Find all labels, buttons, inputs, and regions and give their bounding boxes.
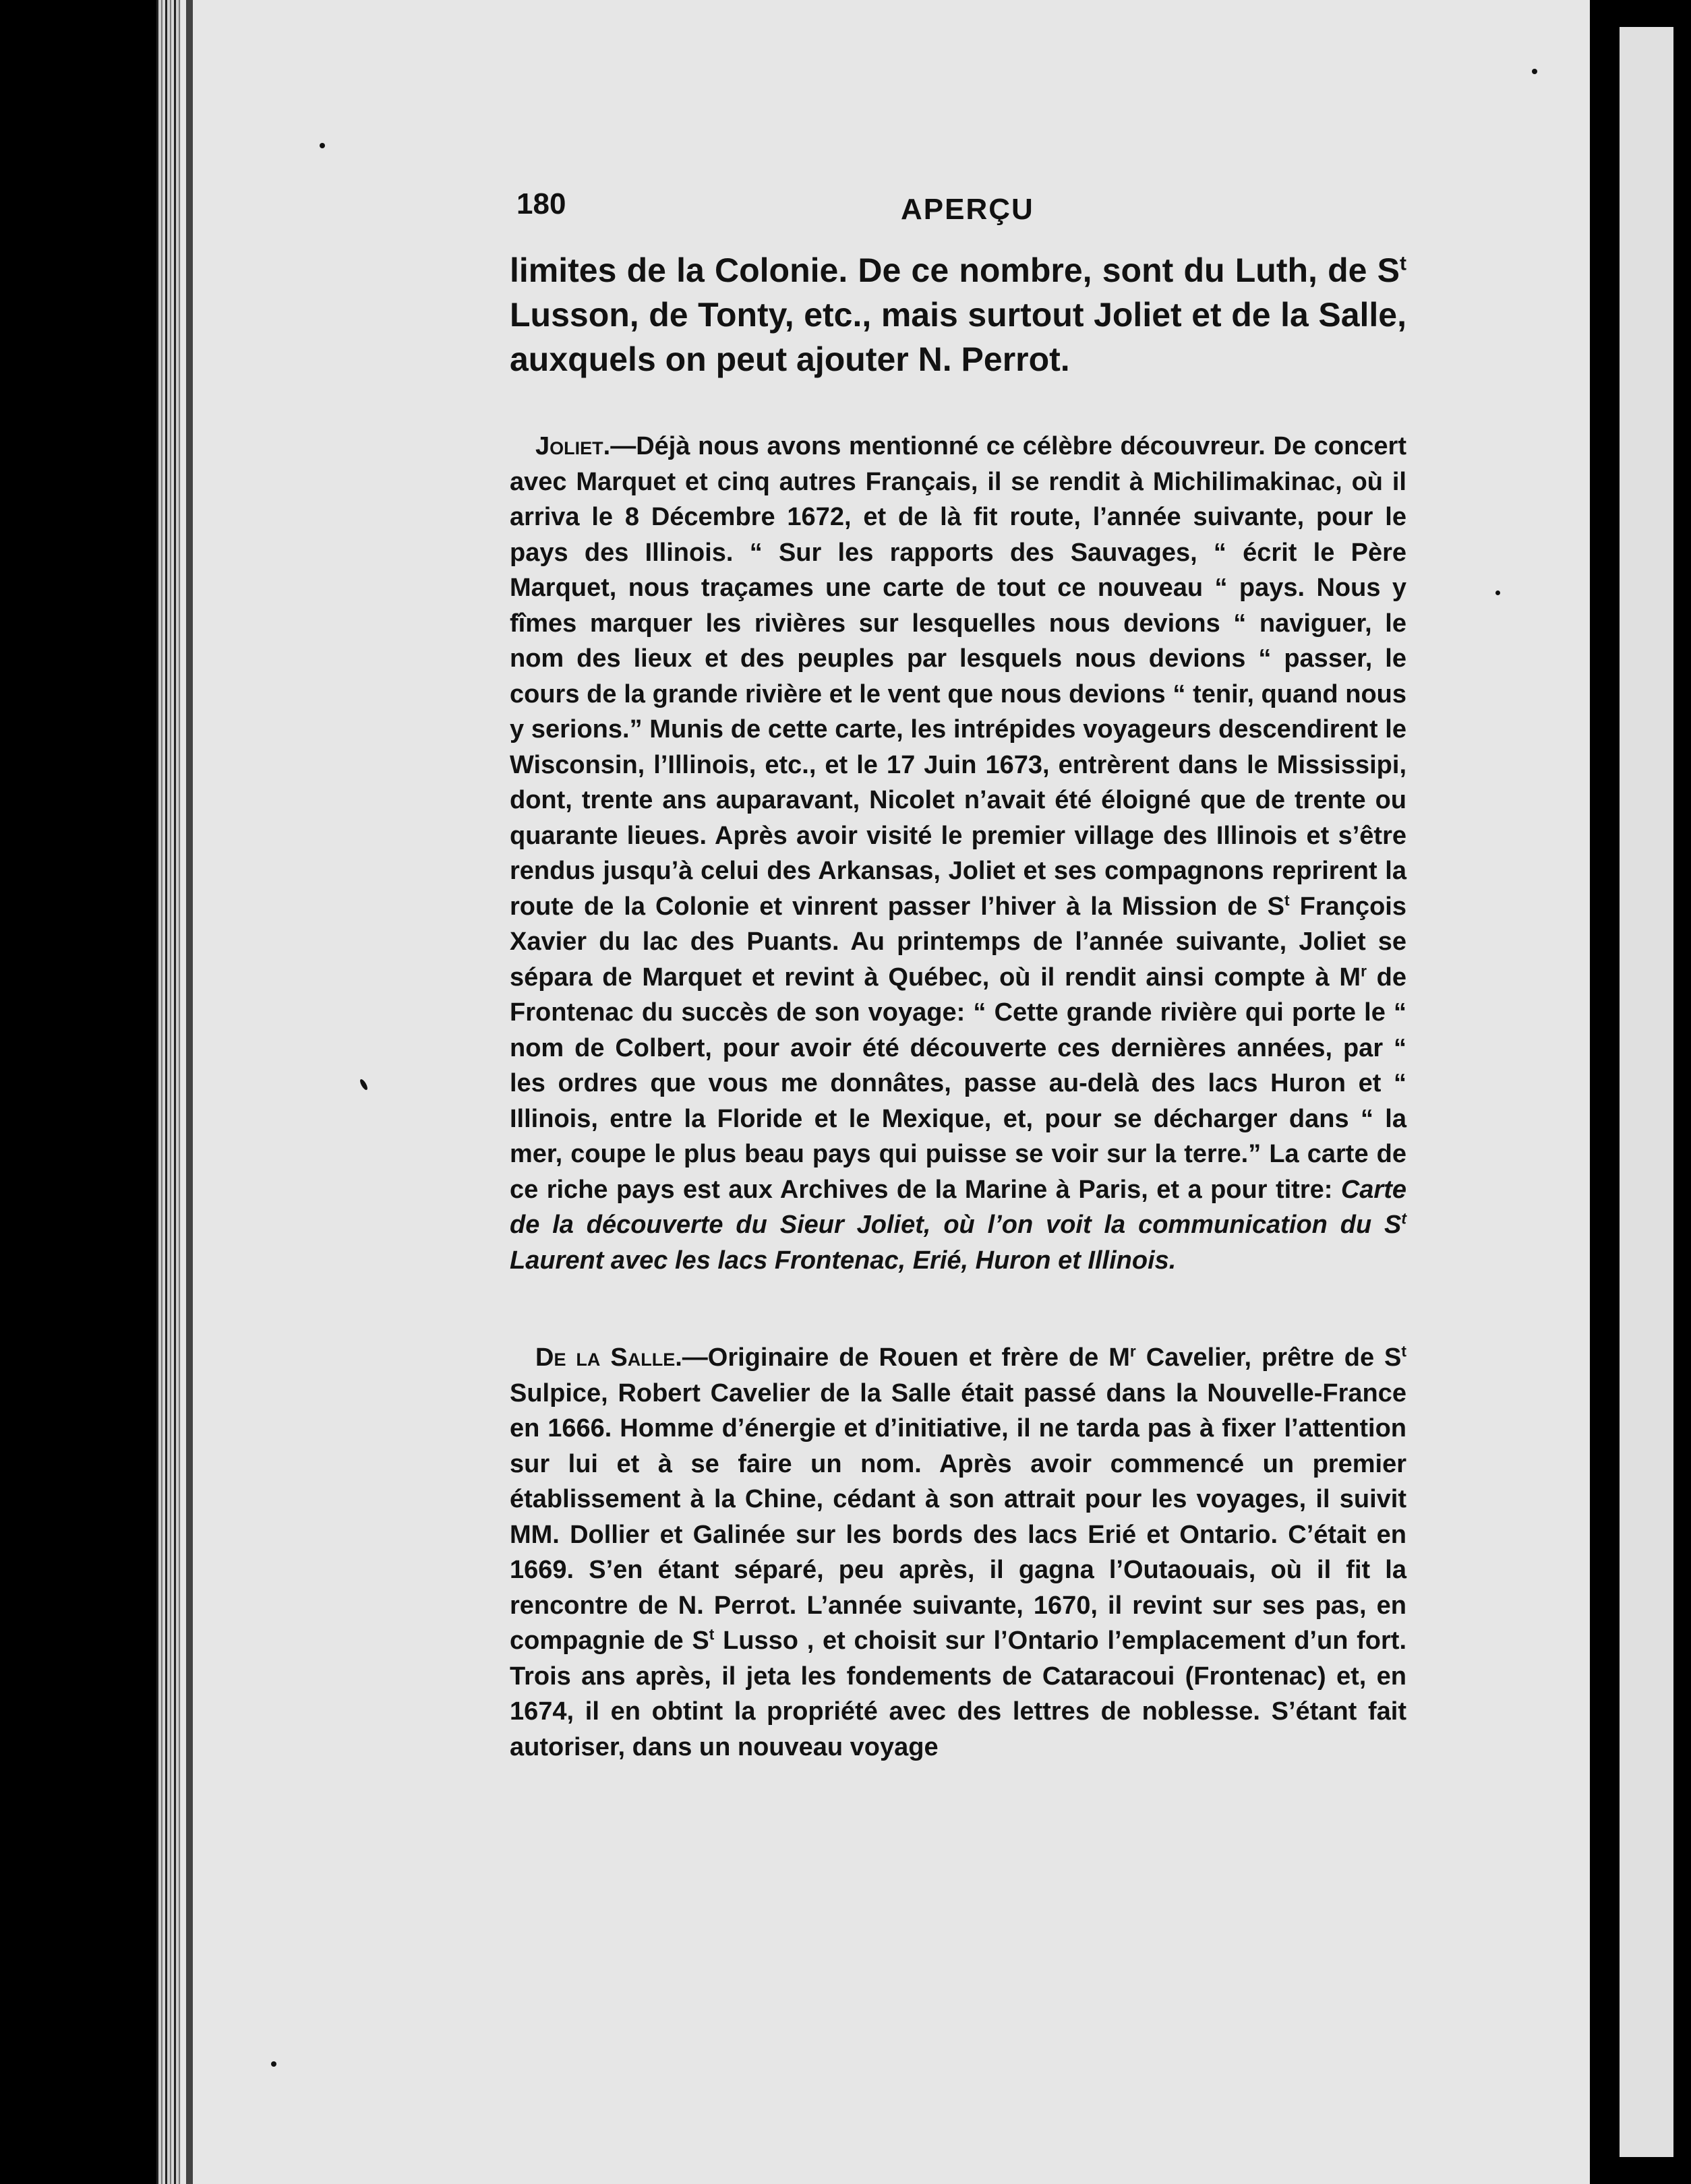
opening-text: limites de la Colonie. De ce nombre, sont du Luth, de S [510,251,1400,289]
section-text: —Originaire de Rouen et frère de M [682,1343,1130,1372]
section-text: Cavelier, prêtre de S [1135,1343,1402,1372]
superscript: t [1284,890,1290,909]
section-text: Sulpice, Robert Cavelier de la Salle était passé dans la Nouvelle-France en 1666. Homme d’énergie et d’initiative, il ne tarda pas à fixer l’attention sur lui et à se faire un nom. Après avoir commencé un premier établissement à la Chine, cédant à son attrait pour les voyages, il suivit MM. Dollier et Galinée sur les bords des lacs Erié et Ontario. C’était en 1669. S’en étant séparé, peu après, il gagna l’Outaouais, où il fit la rencontre de N. Perrot. L’année suivante, 1670, il revint sur ses pas, en compagnie de S [510,1378,1406,1655]
joliet-section [510,429,1406,1278]
superscript: t [1400,252,1406,275]
superscript: t [1401,1209,1406,1227]
section-text: de Frontenac du succès de son voyage: “ Cette grande rivière qui porte le “ nom de Colbert, pour avoir été découverte ces dernières années, par “ les ordres que vous me donnâtes, passe au-delà des lacs Huron et “ Illinois, entre la Floride et le Mexique, et, pour se décharger dans “ la mer, coupe le plus beau pays qui puisse se voir sur la terre.” La carte de ce riche pays est aux Archives de la Marine à Paris, et a pour titre: [510,963,1407,1204]
scan-speck [1532,69,1537,74]
scan-speck [1495,590,1500,595]
section-heading-joliet: Joliet. [535,432,611,460]
page-number: 180 [516,187,566,220]
facing-page-edge [1620,27,1673,2157]
scan-speck [320,143,325,148]
opening-paragraph [510,248,1406,382]
superscript: t [1401,1342,1406,1360]
page-edges-left [156,0,181,2184]
scan-speck [271,2061,276,2067]
map-title-text: Laurent avec les lacs Frontenac, Erié, Huron et Illinois. [510,1246,1177,1275]
section-text: François Xavier du lac des Puants. Au printemps de l’année suivante, Joliet se sépara de Marquet et revint à Québec, où il rendit ainsi compte à M [510,892,1406,992]
superscript: t [709,1625,715,1643]
superscript: r [1361,961,1367,979]
page-gutter-right [1590,0,1620,2184]
page-header [516,187,1406,235]
superscript: r [1129,1342,1136,1360]
running-head: APERÇU [901,193,1034,226]
map-title-text: Carte de la découverte du Sieur Joliet, où l’on voit la communication du S [510,1175,1406,1239]
de-la-salle-section [510,1340,1406,1765]
section-text: —Déjà nous avons mentionné ce célèbre découvreur. De concert avec Marquet et cinq autres Français, il se rendit à Michilimakinac, où il arriva le 8 Décembre 1672, et de là fit route, l’année suivante, pour le pays des Illinois. “ Sur les rapports des Sauvages, “ écrit le Père Marquet, nous traçames une carte de tout ce nouveau “ pays. Nous y fîmes marquer les rivières sur lesquelles nous devions “ naviguer, le nom des lieux et des peuples par lesquels nous devions “ passer, le cours de la grande rivière et le vent que nous devions “ tenir, quand nous y serions.” Munis de cette carte, les intrépides voyageurs descendirent le Wisconsin, l’Illinois, etc., et le 17 Juin 1673, entrèrent dans le Mississipi, dont, trente ans auparavant, Nicolet n’avait été éloigné que de trente ou quarante lieues. Après avoir visité le premier village des Illinois et s’être rendus jusqu’à celui des Arkansas, Joliet et ses compagnons reprirent la route de la Colonie et vinrent passer l’hiver à la Mission de S [510,432,1406,921]
opening-text: Lusson, de Tonty, etc., mais surtout Joliet et de la Salle, auxquels on peut ajouter N. Perrot. [510,296,1406,378]
section-text: Lusso , et choisit sur l’Ontario l’emplacement d’un fort. Trois ans après, il jeta les fondements de Cataracoui (Frontenac) et, en 1674, il en obtint la propriété avec des lettres de noblesse. S’étant fait autoriser, dans un nouveau voyage [510,1627,1407,1761]
section-heading-de-la-salle: De la Salle. [535,1343,682,1372]
